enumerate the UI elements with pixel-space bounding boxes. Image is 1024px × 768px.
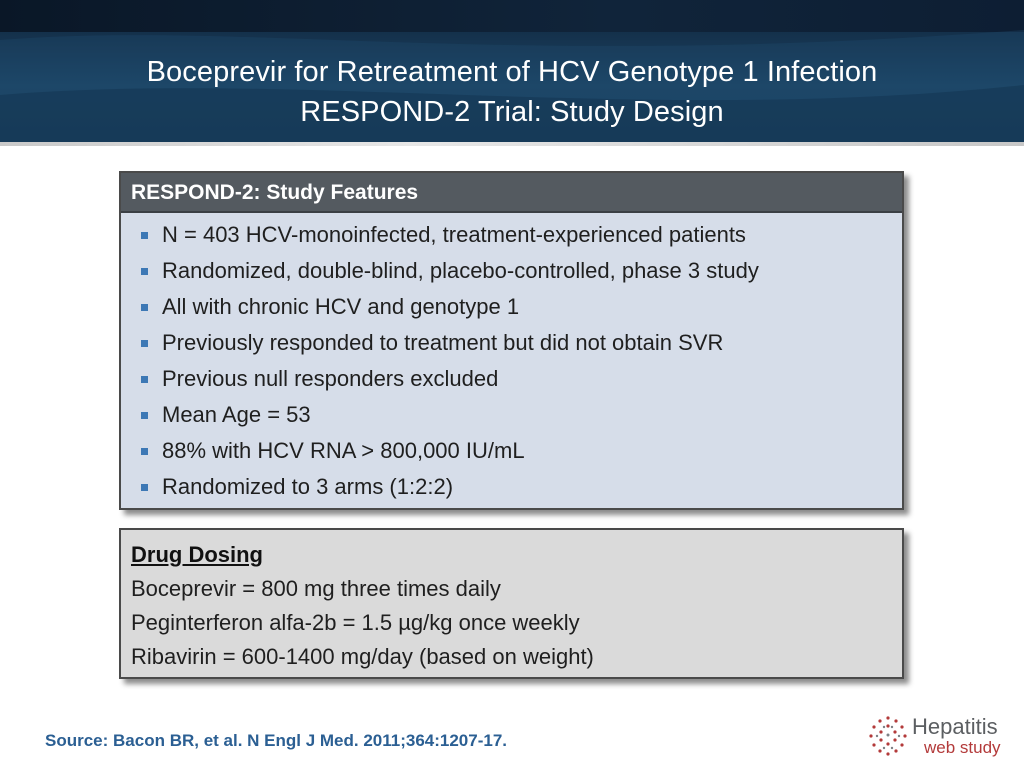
feature-item [141,217,902,253]
feature-item [141,289,902,325]
feature-item-text: N = 403 HCV-monoinfected, treatment-experienced patients [162,222,746,247]
feature-item-text: All with chronic HCV and genotype 1 [162,294,520,319]
square-bullet-icon [141,448,148,455]
feature-item [141,361,902,397]
feature-item-text: Previously responded to treatment but did not obtain SVR [162,330,724,355]
feature-item [141,253,902,289]
slide-title-line-2: RESPOND-2 Trial: Study Design [300,96,724,128]
feature-item [141,469,902,505]
square-bullet-icon [141,376,148,383]
square-bullet-icon [141,304,148,311]
dosing-line-peginterferon: Peginterferon alfa-2b = 1.5 µg/kg once weekly [131,610,580,635]
square-bullet-icon [141,232,148,239]
feature-item [141,325,902,361]
square-bullet-icon [141,340,148,347]
logo-subtitle: web study [924,738,1001,757]
dosing-line-ribavirin: Ribavirin = 600-1400 mg/day (based on weight) [131,644,594,669]
square-bullet-icon [141,268,148,275]
feature-item-text: Randomized to 3 arms (1:2:2) [162,474,454,499]
header-divider [0,142,1024,146]
feature-item-text: Mean Age = 53 [162,402,311,427]
square-bullet-icon [141,484,148,491]
feature-item-text: 88% with HCV RNA > 800,000 IU/mL [162,438,525,463]
slide-title [0,52,1024,132]
feature-item [141,433,902,469]
study-features-heading: RESPOND-2: Study Features [121,173,902,213]
feature-item-text: Randomized, double-blind, placebo-controlled, phase 3 study [162,258,759,283]
dot-globe-icon [866,714,910,758]
square-bullet-icon [141,412,148,419]
header-banner [0,0,1024,142]
hepatitis-web-study-logo [866,712,1016,762]
feature-item-text: Previous null responders excluded [162,366,499,391]
logo-name: Hepatitis [912,714,998,739]
drug-dosing-heading: Drug Dosing [131,542,263,567]
study-features-box [119,171,904,510]
study-features-list [121,213,902,505]
source-citation: Source: Bacon BR, et al. N Engl J Med. 2011;364:1207-17. [45,731,508,750]
feature-item [141,397,902,433]
slide-title-line-1: Boceprevir for Retreatment of HCV Genotype 1 Infection [146,56,878,88]
drug-dosing-box [119,528,904,679]
dosing-line-boceprevir: Boceprevir = 800 mg three times daily [131,576,501,601]
